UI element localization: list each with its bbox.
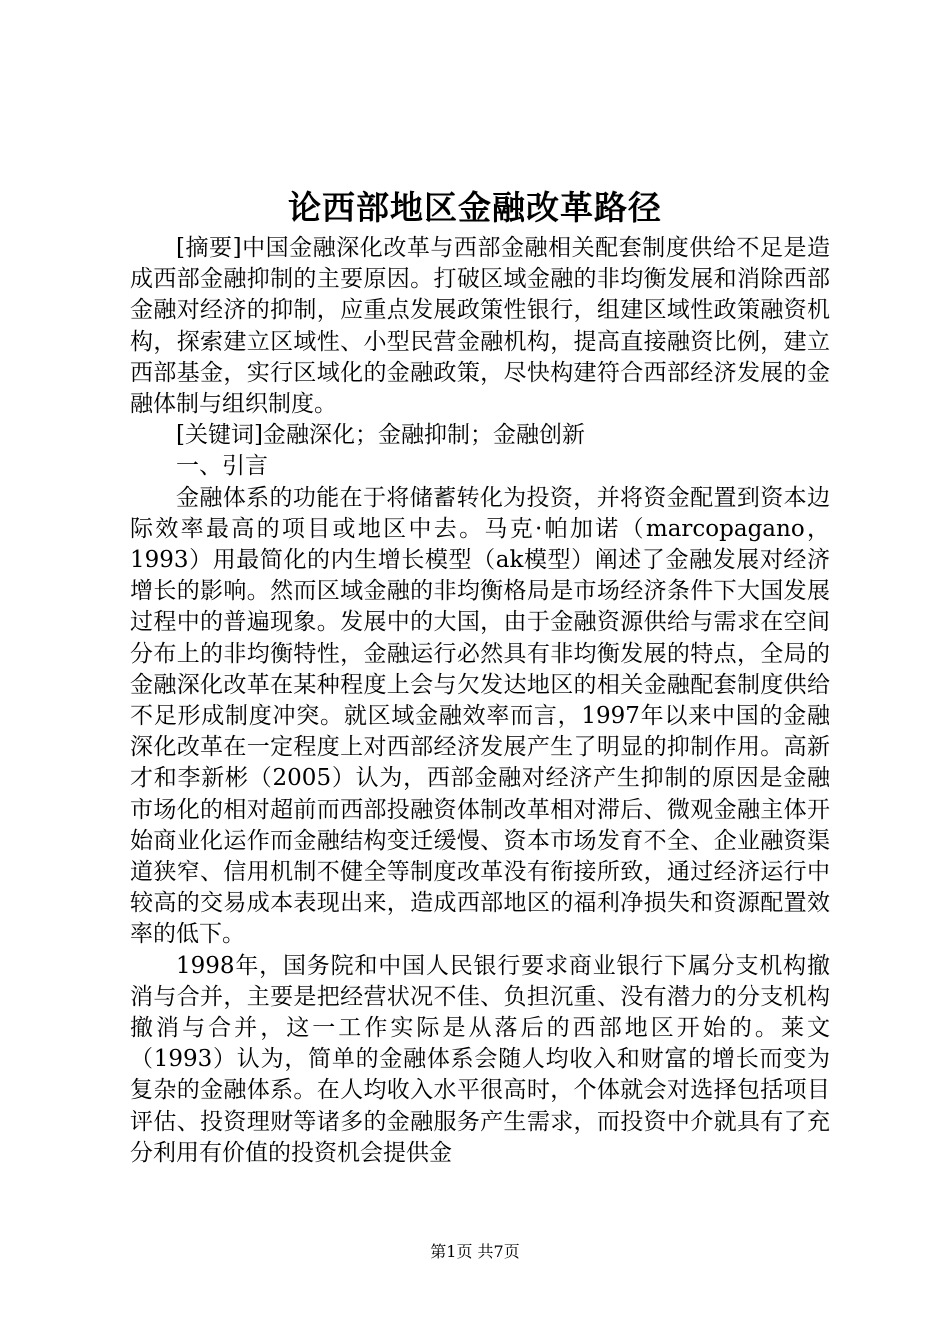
abstract-paragraph: [摘要]中国金融深化改革与西部金融相关配套制度供给不足是造成西部金融抑制的主要原因。打破区域金融的非均衡发展和消除西部金融对经济的抑制，应重点发展政策性银行，组建区域性政策融资机构，探索建立区域性、小型民营金融机构，提高直接融资比例，建立西部基金，实行区域化的金融政策，尽快构建符合西部经济发展的金融体制与组织制度。 (130, 235, 830, 418)
keywords-paragraph: [关键词]金融深化；金融抑制；金融创新 (176, 422, 585, 449)
body-paragraph: 1998年，国务院和中国人民银行要求商业银行下属分支机构撤消与合并，主要是把经营状况不佳、负担沉重、没有潜力的分支机构撤消与合并，这一工作实际是从落后的西部地区开始的。莱文（1993）认为，简单的金融体系会随人均收入和财富的增长而变为复杂的金融体系。在人均收入水平很高时，个体就会对选择包括项目评估、投资理财等诸多的金融服务产生需求，而投资中介就具有了充分利用有价值的投资机会提供金 (130, 952, 830, 1166)
body-paragraph: 金融体系的功能在于将储蓄转化为投资，并将资金配置到资本边际效率最高的项目或地区中去。马克·帕加诺（marcopagano，1993）用最简化的内生增长模型（ak模型）阐述了金融发展对经济增长的影响。然而区域金融的非均衡格局是市场经济条件下大国发展过程中的普遍现象。发展中的大国，由于金融资源供给与需求在空间分布上的非均衡特性，金融运行必然具有非均衡发展的特点，全局的金融深化改革在某种程度上会与欠发达地区的相关金融配套制度供给不足形成制度冲突。就区域金融效率而言，1997年以来中国的金融深化改革在一定程度上对西部经济发展产生了明显的抑制作用。高新才和李新彬（2005）认为，西部金融对经济产生抑制的原因是金融市场化的相对超前而西部投融资体制改革相对滞后、微观金融主体开始商业化运作而金融结构变迁缓慢、资本市场发育不全、企业融资渠道狭窄、信用机制不健全等制度改革没有衔接所致，通过经济运行中较高的交易成本表现出来，造成西部地区的福利净损失和资源配置效率的低下。 (130, 484, 830, 948)
page-footer: 第1页 共7页 (430, 1242, 520, 1261)
document-body (130, 233, 830, 1169)
section-heading-introduction: 一、引言 (176, 453, 268, 480)
document-title: 论西部地区金融改革路径 (288, 188, 662, 227)
